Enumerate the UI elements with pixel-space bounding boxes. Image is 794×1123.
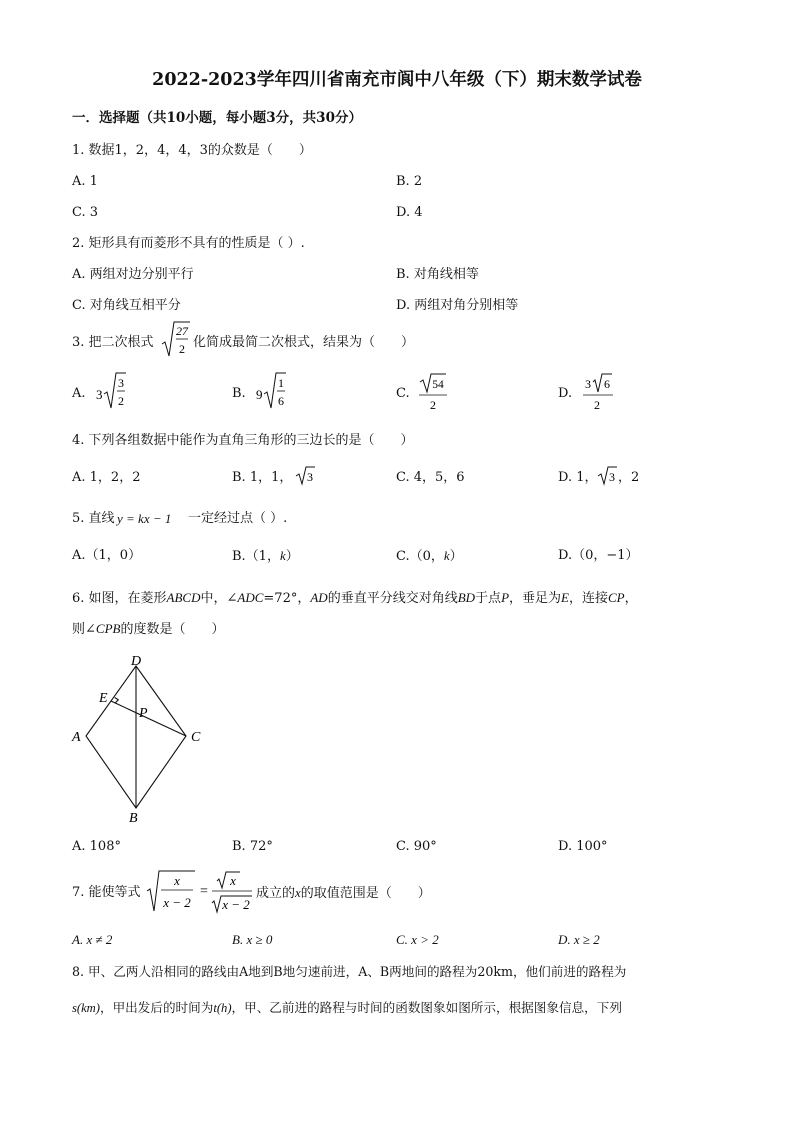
q6-abcd: ABCD bbox=[166, 590, 201, 605]
question-3-option-b-expr[interactable] bbox=[252, 370, 292, 412]
question-4-option-c[interactable]: C. 4，5，6 bbox=[396, 470, 465, 485]
question-4-option-b-radical bbox=[295, 464, 317, 486]
question-3-option-c-expr[interactable] bbox=[416, 370, 456, 412]
label-b: B bbox=[129, 811, 138, 826]
question-2-option-c[interactable]: C. 对角线互相平分 bbox=[72, 298, 181, 313]
q8-s: s(km) bbox=[72, 1001, 100, 1015]
q6-adc: ADC bbox=[237, 590, 264, 605]
q7-left-den: x − 2 bbox=[163, 895, 191, 910]
question-5-option-d[interactable]: D.（0，−1） bbox=[558, 548, 639, 563]
q6-l2-post: 的度数是（ ） bbox=[120, 622, 225, 637]
rhombus-figure bbox=[66, 648, 216, 826]
q3-d-rad: 6 bbox=[604, 377, 610, 391]
question-8-line2 bbox=[72, 1000, 622, 1016]
question-7-option-a[interactable]: A. x ≠ 2 bbox=[72, 932, 113, 947]
q4-b-rad: 3 bbox=[307, 470, 313, 484]
question-3-stem-pre: 3. 把二次根式 bbox=[72, 335, 154, 350]
question-6-stem-line1 bbox=[72, 590, 638, 607]
label-d: D bbox=[131, 654, 142, 669]
q6-cp: CP bbox=[608, 590, 625, 605]
q5-b-pre: B.（1， bbox=[232, 549, 280, 564]
q7-right-den: x − 2 bbox=[222, 897, 250, 912]
question-5-option-b[interactable] bbox=[232, 548, 299, 565]
question-3-stem-post: 化简成最简二次根式，结果为（ ） bbox=[193, 335, 415, 350]
q6-end: ， bbox=[624, 591, 638, 606]
question-4-option-a[interactable]: A. 1，2，2 bbox=[72, 470, 141, 485]
q3-a-num: 3 bbox=[118, 376, 124, 390]
question-8-line1: 8. 甲、乙两人沿相同的路线由A地到B地匀速前进，A、B两地间的路程为20km，他们前进的路程为 bbox=[72, 964, 627, 979]
q7-post: 成立的 bbox=[256, 886, 296, 901]
q6-mid6: ，连接 bbox=[568, 591, 608, 606]
label-e: E bbox=[99, 691, 108, 706]
q3-radical-numerator: 27 bbox=[176, 324, 188, 338]
question-7-option-d[interactable]: D. x ≥ 2 bbox=[558, 932, 600, 947]
question-7-stem-pre: 7. 能使等式 bbox=[72, 885, 141, 900]
q8-post: ，甲、乙前进的路程与时间的函数图象如图所示，根据图象信息，下列 bbox=[231, 1000, 622, 1015]
question-4-option-d-radical bbox=[597, 464, 619, 486]
question-2-option-b[interactable]: B. 对角线相等 bbox=[396, 267, 479, 282]
q5-c-pre: C.（0， bbox=[396, 549, 444, 564]
q3-d-den: 2 bbox=[594, 398, 600, 412]
question-7-stem-post bbox=[256, 885, 431, 902]
q3-b-coef: 9 bbox=[256, 387, 263, 402]
q7-var: x bbox=[295, 885, 301, 900]
question-6-option-b[interactable]: B. 72° bbox=[232, 839, 273, 854]
label-a: A bbox=[72, 730, 81, 745]
question-6-option-a[interactable]: A. 108° bbox=[72, 839, 121, 854]
question-6-stem-line2 bbox=[72, 621, 224, 638]
question-3-option-c-label[interactable]: C. bbox=[396, 386, 410, 401]
question-3-radical bbox=[160, 320, 192, 360]
question-3-option-d-label[interactable]: D. bbox=[558, 386, 573, 401]
q3-c-den: 2 bbox=[430, 398, 436, 412]
q8-mid: ，甲出发后的时间为 bbox=[99, 1000, 214, 1015]
q7-left-num: x bbox=[174, 873, 180, 888]
q3-d-coef: 3 bbox=[585, 377, 591, 391]
question-2-option-a[interactable]: A. 两组对边分别平行 bbox=[72, 267, 194, 282]
question-7-option-b[interactable]: B. x ≥ 0 bbox=[232, 932, 273, 947]
line-e-to-c bbox=[111, 701, 186, 736]
q6-mid4: 于点 bbox=[475, 591, 502, 606]
q3-c-num: 54 bbox=[432, 379, 444, 391]
question-1-stem: 1. 数据1，2，4，4，3的众数是（ ） bbox=[72, 143, 312, 158]
q6-mid3: 的垂直平分线交对角线 bbox=[327, 591, 458, 606]
question-5-equation: y = kx − 1 bbox=[117, 511, 172, 526]
q6-mid: 中，∠ bbox=[200, 591, 238, 606]
question-1-option-a[interactable]: A. 1 bbox=[72, 174, 98, 189]
label-c: C bbox=[191, 730, 201, 745]
q6-e: E bbox=[561, 590, 569, 605]
page-title: 2022-2023学年四川省南充市阆中八年级（下）期末数学试卷 bbox=[152, 70, 642, 90]
q3-b-num: 1 bbox=[278, 376, 284, 390]
question-4-option-d-post: ，2 bbox=[618, 470, 640, 485]
q6-pre: 6. 如图，在菱形 bbox=[72, 591, 167, 606]
question-3-option-b-label[interactable]: B. bbox=[232, 386, 246, 401]
question-1-option-b[interactable]: B. 2 bbox=[396, 174, 423, 189]
q3-radical-denominator: 2 bbox=[179, 342, 185, 356]
question-5-option-c[interactable] bbox=[396, 548, 463, 565]
q3-a-coef: 3 bbox=[96, 387, 103, 402]
question-3-option-a-expr[interactable] bbox=[92, 370, 132, 412]
question-4-option-d[interactable]: D. 1， bbox=[558, 470, 598, 485]
right-angle-mark bbox=[115, 698, 119, 704]
q7-right-num: x bbox=[230, 873, 236, 888]
q3-b-den: 6 bbox=[278, 394, 284, 408]
q6-p: P bbox=[501, 590, 510, 605]
question-1-option-c[interactable]: C. 3 bbox=[72, 205, 99, 220]
question-6-option-c[interactable]: C. 90° bbox=[396, 839, 437, 854]
q6-cpb: CPB bbox=[95, 621, 121, 636]
question-4-option-b[interactable]: B. 1，1， bbox=[232, 470, 293, 485]
q5-c-k: k bbox=[443, 548, 450, 563]
q5-b-post: ） bbox=[285, 549, 299, 564]
question-7-option-c[interactable]: C. x > 2 bbox=[396, 932, 439, 947]
q3-a-den: 2 bbox=[118, 394, 124, 408]
q6-mid5: ，垂足为 bbox=[509, 591, 562, 606]
question-5-stem-pre: 5. 直线 bbox=[72, 511, 115, 526]
q7-end: 的取值范围是（ ） bbox=[300, 886, 431, 901]
question-3-option-d-expr[interactable] bbox=[580, 370, 620, 412]
question-2-stem: 2. 矩形具有而菱形不具有的性质是（ ）. bbox=[72, 236, 305, 251]
question-4-stem: 4. 下列各组数据中能作为直角三角形的三边长的是（ ） bbox=[72, 433, 414, 448]
q8-t: t(h) bbox=[213, 1001, 232, 1015]
section-header: 一．选择题（共10小题，每小题3分，共30分） bbox=[72, 110, 362, 126]
question-5-option-a[interactable]: A.（1，0） bbox=[72, 548, 142, 563]
question-1-option-d[interactable]: D. 4 bbox=[396, 205, 423, 220]
question-7-equation bbox=[145, 869, 253, 915]
q4-d-rad: 3 bbox=[609, 470, 615, 484]
q6-bd: BD bbox=[457, 590, 476, 605]
q5-c-post: ） bbox=[449, 549, 463, 564]
q6-l2-pre: 则∠ bbox=[72, 622, 96, 637]
question-3-option-a-label[interactable]: A. bbox=[72, 386, 86, 401]
question-5-stem-post: 一定经过点（ ）. bbox=[188, 511, 288, 526]
question-6-option-d[interactable]: D. 100° bbox=[558, 839, 608, 854]
q6-ad: AD bbox=[310, 590, 328, 605]
label-p: P bbox=[139, 706, 148, 721]
q7-equals: = bbox=[200, 884, 208, 899]
q5-b-k: k bbox=[279, 548, 286, 563]
question-2-option-d[interactable]: D. 两组对角分别相等 bbox=[396, 298, 519, 313]
q6-mid2: =72°， bbox=[263, 591, 311, 606]
